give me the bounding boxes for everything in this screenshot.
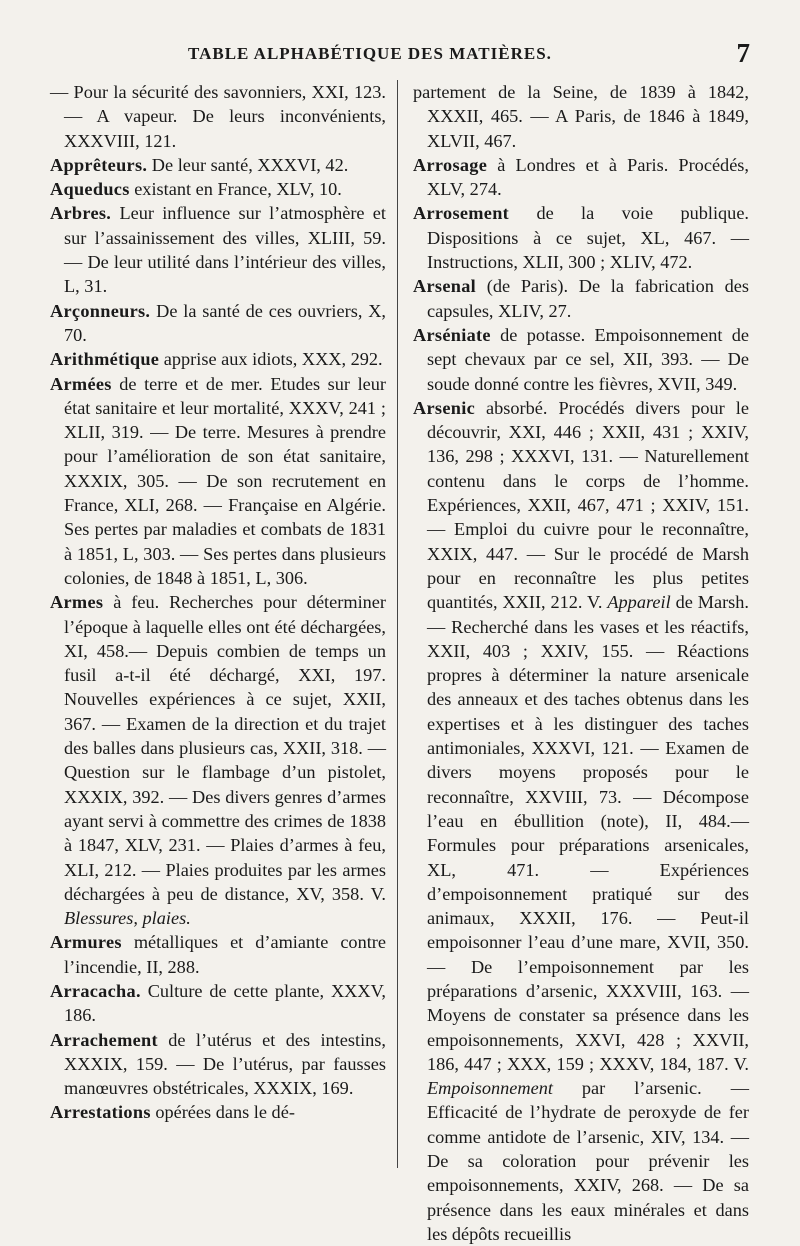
index-entry — [50, 590, 386, 930]
entry-italic: Blessures, plaies. — [64, 908, 191, 929]
index-entry — [50, 1028, 386, 1101]
entry-text: apprise aux idiots, XXX, 292. — [159, 349, 383, 370]
entry-text: de la voie publique. Dispositions à ce sujet, XL, 467. — Instructions, XLII, 300 ; XLIV, 472. — [427, 203, 749, 273]
entry-text: Culture de cette plante, XXXV, 186. — [64, 980, 386, 1026]
page-header — [0, 38, 800, 74]
page-number: 7 — [736, 38, 750, 68]
index-entry — [413, 80, 749, 153]
column-divider — [397, 80, 398, 1168]
entry-keyword: Apprêteurs. — [50, 154, 148, 175]
entry-text: métalliques et d’amiante contre l’incendie, II, 288. — [64, 932, 386, 977]
index-entry — [413, 323, 749, 396]
entry-text: de Marsh. — Recherché dans les vases et les réactifs, XXII, 403 ; XXIV, 155. — Réactions propres à déterminer la nature arsenicale des anneaux et des taches obtenus dans les expertises et à les distinguer des taches antimoniales, XXXVI, 121. — Examen de divers moyens proposés pour le reconnaître, XXVIII, 73. — Décompose l’eau en ébullition (note), II, 484.—Formules pour préparations arsenicales, XL, 471. — Expériences d’empoisonnement pratiqué sur des animaux, XXXII, 176. — Peut-il empoisonner l’eau d’une mare, XVII, 350. — De l’empoisonnement par les préparations d’arsenic, XXXVIII, 163. — Moyens de constater sa présence dans les empoisonnements, XXVI, 428 ; XXVII, 186, 447 ; XXX, 159 ; XXXV, 184, 187. V. — [427, 592, 749, 1074]
entry-text: absorbé. Procédés divers pour le découvrir, XXI, 446 ; XXII, 431 ; XXIV, 136, 298 ; XXXVI, 131. — Naturellement contenu dans le corps de l’homme. Expériences, XXII, 467, 471 ; XXIV, 151. — Emploi du cuivre pour le reconnaître, XXIX, 447. — Sur le procédé de Marsh pour en reconnaître les plus petites quantités, XXII, 212. V. — [427, 397, 749, 613]
right-column — [413, 80, 749, 1246]
index-entry — [413, 153, 749, 202]
index-entry — [50, 930, 386, 979]
entry-text: De leur santé, XXXVI, 42. — [147, 154, 349, 175]
left-column — [50, 80, 386, 1125]
entry-text: de potasse. Empoisonnement de sept chevaux par ce sel, XII, 393. — De soude donné contre les fièvres, XVII, 349. — [427, 324, 749, 394]
index-entry — [50, 299, 386, 348]
entry-keyword: Arsenal — [413, 276, 477, 297]
entry-keyword: Arrosement — [413, 203, 510, 224]
entry-keyword: Aqueducs — [50, 179, 130, 200]
entry-text: à feu. Recherches pour déterminer l’époque à laquelle elles ont été déchargées, XI, 458.— Depuis combien de temps un fusil a-t-il été déchargé, XXI, 197. Nouvelles expériences à ce sujet, XXII, 367. — Examen de la direction et du trajet des balles dans plusieurs cas, XXII, 318. — Question sur le flambage d’un pistolet, XXXIX, 392. — Des divers genres d’armes ayant servi à commettre des crimes de 1838 à 1847, XLV, 231. — Plaies d’armes à feu, XLI, 212. — Plaies produites par les armes déchargées à peu de distance, XV, 358. V. — [64, 592, 386, 904]
entry-text: opérées dans le dé- — [150, 1102, 295, 1123]
entry-text: par l’arsenic. — Efficacité de l’hydrate de peroxyde de fer comme antidote de l’arsenic, XIV, 134. — De sa coloration pour prévenir les empoisonnements, XXIV, 268. — De sa présence dans les eaux minérales et dans les dépôts recueillis — [427, 1078, 749, 1244]
entry-keyword: Armures — [50, 932, 122, 953]
entry-text: de l’utérus et des intestins, XXXIX, 159. — De l’utérus, par fausses manœuvres obstétricales, XXXIX, 169. — [64, 1029, 386, 1099]
entry-keyword: Armes — [50, 592, 104, 613]
entry-keyword: Arracacha. — [50, 980, 141, 1001]
entry-keyword: Arrestations — [50, 1102, 151, 1123]
index-entry — [413, 274, 749, 323]
entry-keyword: Arrachement — [50, 1029, 158, 1050]
index-entry — [50, 979, 386, 1028]
entry-keyword: Arbres. — [50, 203, 112, 224]
index-entry — [413, 201, 749, 274]
entry-keyword: Arçonneurs. — [50, 300, 151, 321]
entry-text: à Londres et à Paris. Procédés, XLV, 274. — [427, 154, 749, 200]
index-entry — [50, 201, 386, 298]
entry-text: De la santé de ces ouvriers, X, 70. — [64, 300, 386, 345]
entry-italic: Empoisonnement — [427, 1078, 553, 1099]
entry-keyword: Arrosage — [413, 154, 488, 175]
entry-keyword: Arithmétique — [50, 349, 160, 370]
entry-keyword: Armées — [50, 373, 112, 394]
running-title: TABLE ALPHABÉTIQUE DES MATIÈRES. — [188, 44, 552, 63]
index-entry — [50, 80, 386, 153]
entry-text: partement de la Seine, de 1839 à 1842, XXXII, 465. — A Paris, de 1846 à 1849, XLVII, 467. — [413, 82, 749, 151]
entry-text: — Pour la sécurité des savonniers, XXI, 123. — A vapeur. De leurs inconvénients, XXXVIII, 121. — [50, 82, 386, 151]
index-entry — [50, 177, 386, 201]
entry-italic: Appareil — [607, 592, 671, 613]
index-entry — [50, 372, 386, 591]
entry-keyword: Arsenic — [413, 397, 476, 418]
entry-text: (de Paris). De la fabrication des capsules, XLIV, 27. — [427, 276, 749, 321]
index-entry — [50, 1100, 386, 1124]
entry-text: de terre et de mer. Etudes sur leur état sanitaire et leur mortalité, XXXV, 241 ; XLII, 319. — De terre. Mesures à prendre pour l’amélioration de son état sanitaire, XXXIX, 305. — De son recrutement en France, XLI, 268. — Française en Algérie. Ses pertes par maladies et combats de 1831 à 1851, L, 303. — Ses pertes dans plusieurs colonies, de 1848 à 1851, L, 306. — [64, 373, 386, 588]
entry-keyword: Arséniate — [413, 324, 491, 345]
index-entry — [50, 153, 386, 177]
index-entry — [413, 396, 749, 1246]
entry-text: Leur influence sur l’atmosphère et sur l’assainissement des villes, XLIII, 59. — De leur utilité dans l’intérieur des villes, L, 31. — [64, 203, 386, 297]
index-entry — [50, 347, 386, 371]
entry-text: existant en France, XLV, 10. — [129, 179, 342, 200]
